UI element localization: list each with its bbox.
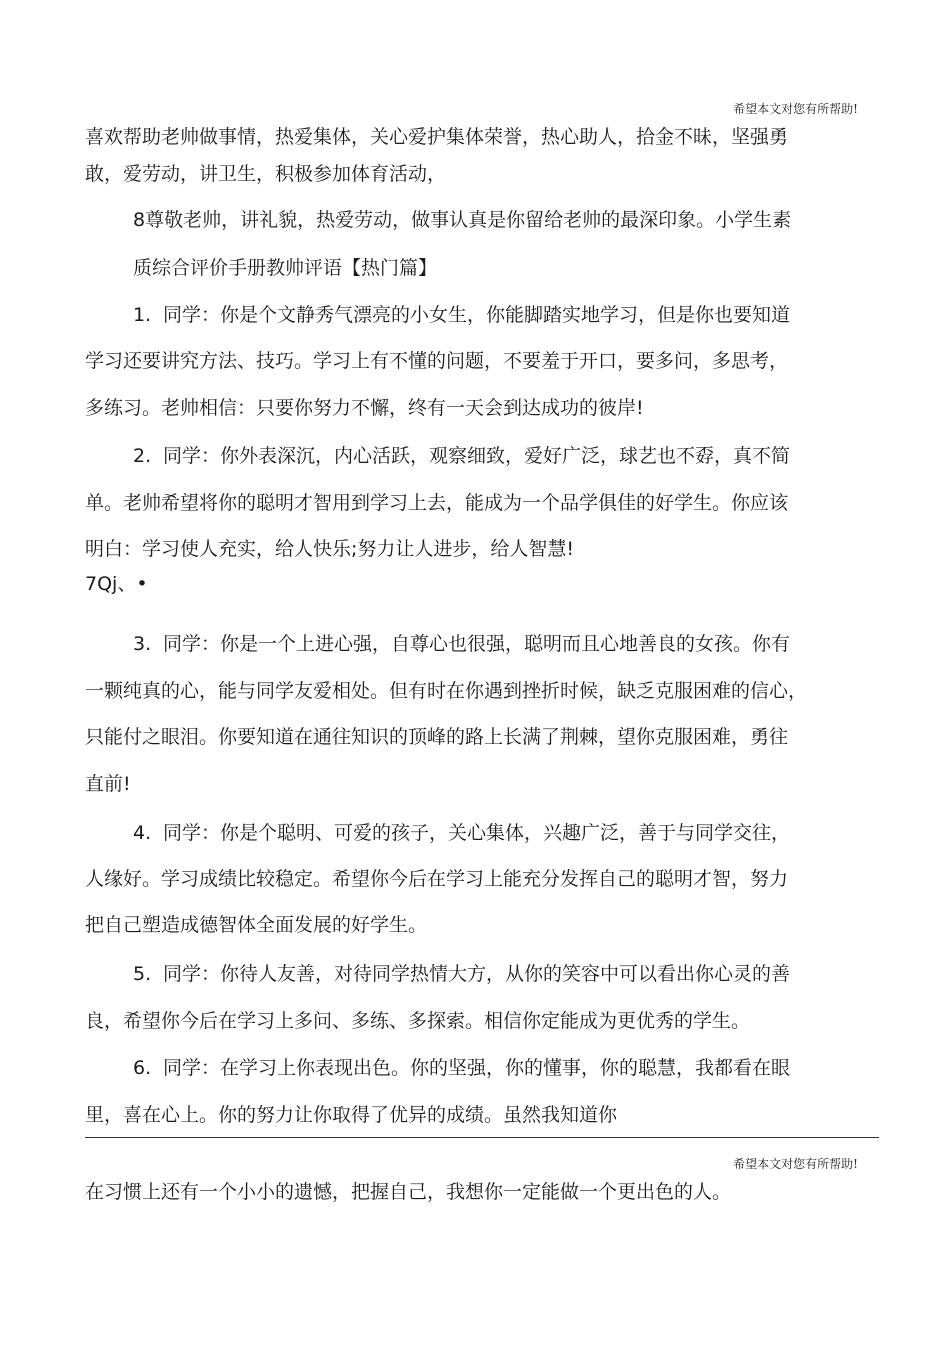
page-header-note: 希望本文对您有所帮助! bbox=[733, 102, 858, 116]
item-number: 3. bbox=[133, 633, 152, 655]
text-line: 里，喜在心上。你的努力让你取得了优异的成绩。虽然我知道你 bbox=[85, 1104, 618, 1126]
item-number: 4. bbox=[133, 822, 152, 844]
list-item-1 bbox=[133, 306, 933, 325]
text-line: 良，希望你今后在学习上多问、多练、多探索。相信你定能成为更优秀的学生。 bbox=[85, 1010, 751, 1032]
item-text: 同学：你是个聪明、可爱的孩子，关心集体，兴趣广泛，善于与同学交往， bbox=[163, 822, 791, 844]
list-item-2 bbox=[133, 447, 933, 466]
item-text: 同学：在学习上你表现出色。你的坚强，你的懂事，你的聪慧，我都看在眼 bbox=[163, 1057, 791, 1079]
text-line: 人缘好。学习成绩比较稳定。希望你今后在学习上能充分发挥自己的聪明才智，努力 bbox=[85, 868, 789, 890]
text-line: 明白：学习使人充实，给人快乐;努力让人进步，给人智慧! bbox=[85, 538, 575, 560]
text-line: 敢，爱劳动，讲卫生，积极参加体育活动， bbox=[85, 163, 447, 185]
list-item-4 bbox=[133, 824, 933, 843]
item-number: 2. bbox=[133, 445, 152, 467]
text-line: 学习还要讲究方法、技巧。学习上有不懂的问题，不要羞于开口，要多问，多思考， bbox=[85, 350, 789, 372]
page-break-rule bbox=[85, 1137, 879, 1138]
item-text: 同学：你是个文静秀气漂亮的小女生，你能脚踏实地学习，但是你也要知道 bbox=[163, 304, 791, 326]
item-text: 同学：你外表深沉，内心活跃，观察细致，爱好广泛，球艺也不孬，真不简 bbox=[163, 445, 791, 467]
text-line: 质综合评价手册教帅评语【热门篇】 bbox=[133, 257, 438, 279]
text-line: 一颗纯真的心，能与同学友爱相处。但有时在你遇到挫折时候，缺乏克服困难的信心， bbox=[85, 680, 808, 702]
text-line: 在习惯上还有一个小小的遗憾，把握自己，我想你一定能做一个更出色的人。 bbox=[85, 1181, 732, 1203]
text-line: 多练习。老帅相信：只要你努力不懈，终有一天会到达成功的彼岸! bbox=[85, 397, 644, 419]
text-line: 把自己塑造成德智体全面发展的好学生。 bbox=[85, 914, 428, 936]
text-line: 单。老帅希望将你的聪明才智用到学习上去，能成为一个品学俱佳的好学生。你应该 bbox=[85, 492, 789, 514]
item-text: 同学：你是一个上进心强，自尊心也很强，聪明而且心地善良的女孩。你有 bbox=[163, 633, 791, 655]
list-item-5 bbox=[133, 965, 933, 984]
item-text: 同学：你待人友善，对待同学热情大方，从你的笑容中可以看出你心灵的善 bbox=[163, 963, 791, 985]
text-line: 喜欢帮助老帅做事情，热爱集体，关心爱护集体荣誉，热心助人，拾金不昧，坚强勇 bbox=[85, 126, 789, 148]
item-number: 1. bbox=[133, 304, 152, 326]
page-header-note: 希望本文对您有所帮助! bbox=[733, 1157, 858, 1171]
list-item-3 bbox=[133, 635, 933, 654]
stray-text: 7Qj、• bbox=[85, 573, 148, 595]
text-line: 直前! bbox=[85, 773, 131, 795]
text-line: 只能付之眼泪。你要知道在通往知识的顶峰的路上长满了荆棘，望你克服困难，勇往 bbox=[85, 726, 789, 748]
text-line: 8尊敬老帅，讲礼貌，热爱劳动，做事认真是你留给老帅的最深印象。小学生素 bbox=[133, 209, 792, 231]
item-number: 6. bbox=[133, 1057, 152, 1079]
item-number: 5. bbox=[133, 963, 152, 985]
list-item-6 bbox=[133, 1059, 933, 1078]
